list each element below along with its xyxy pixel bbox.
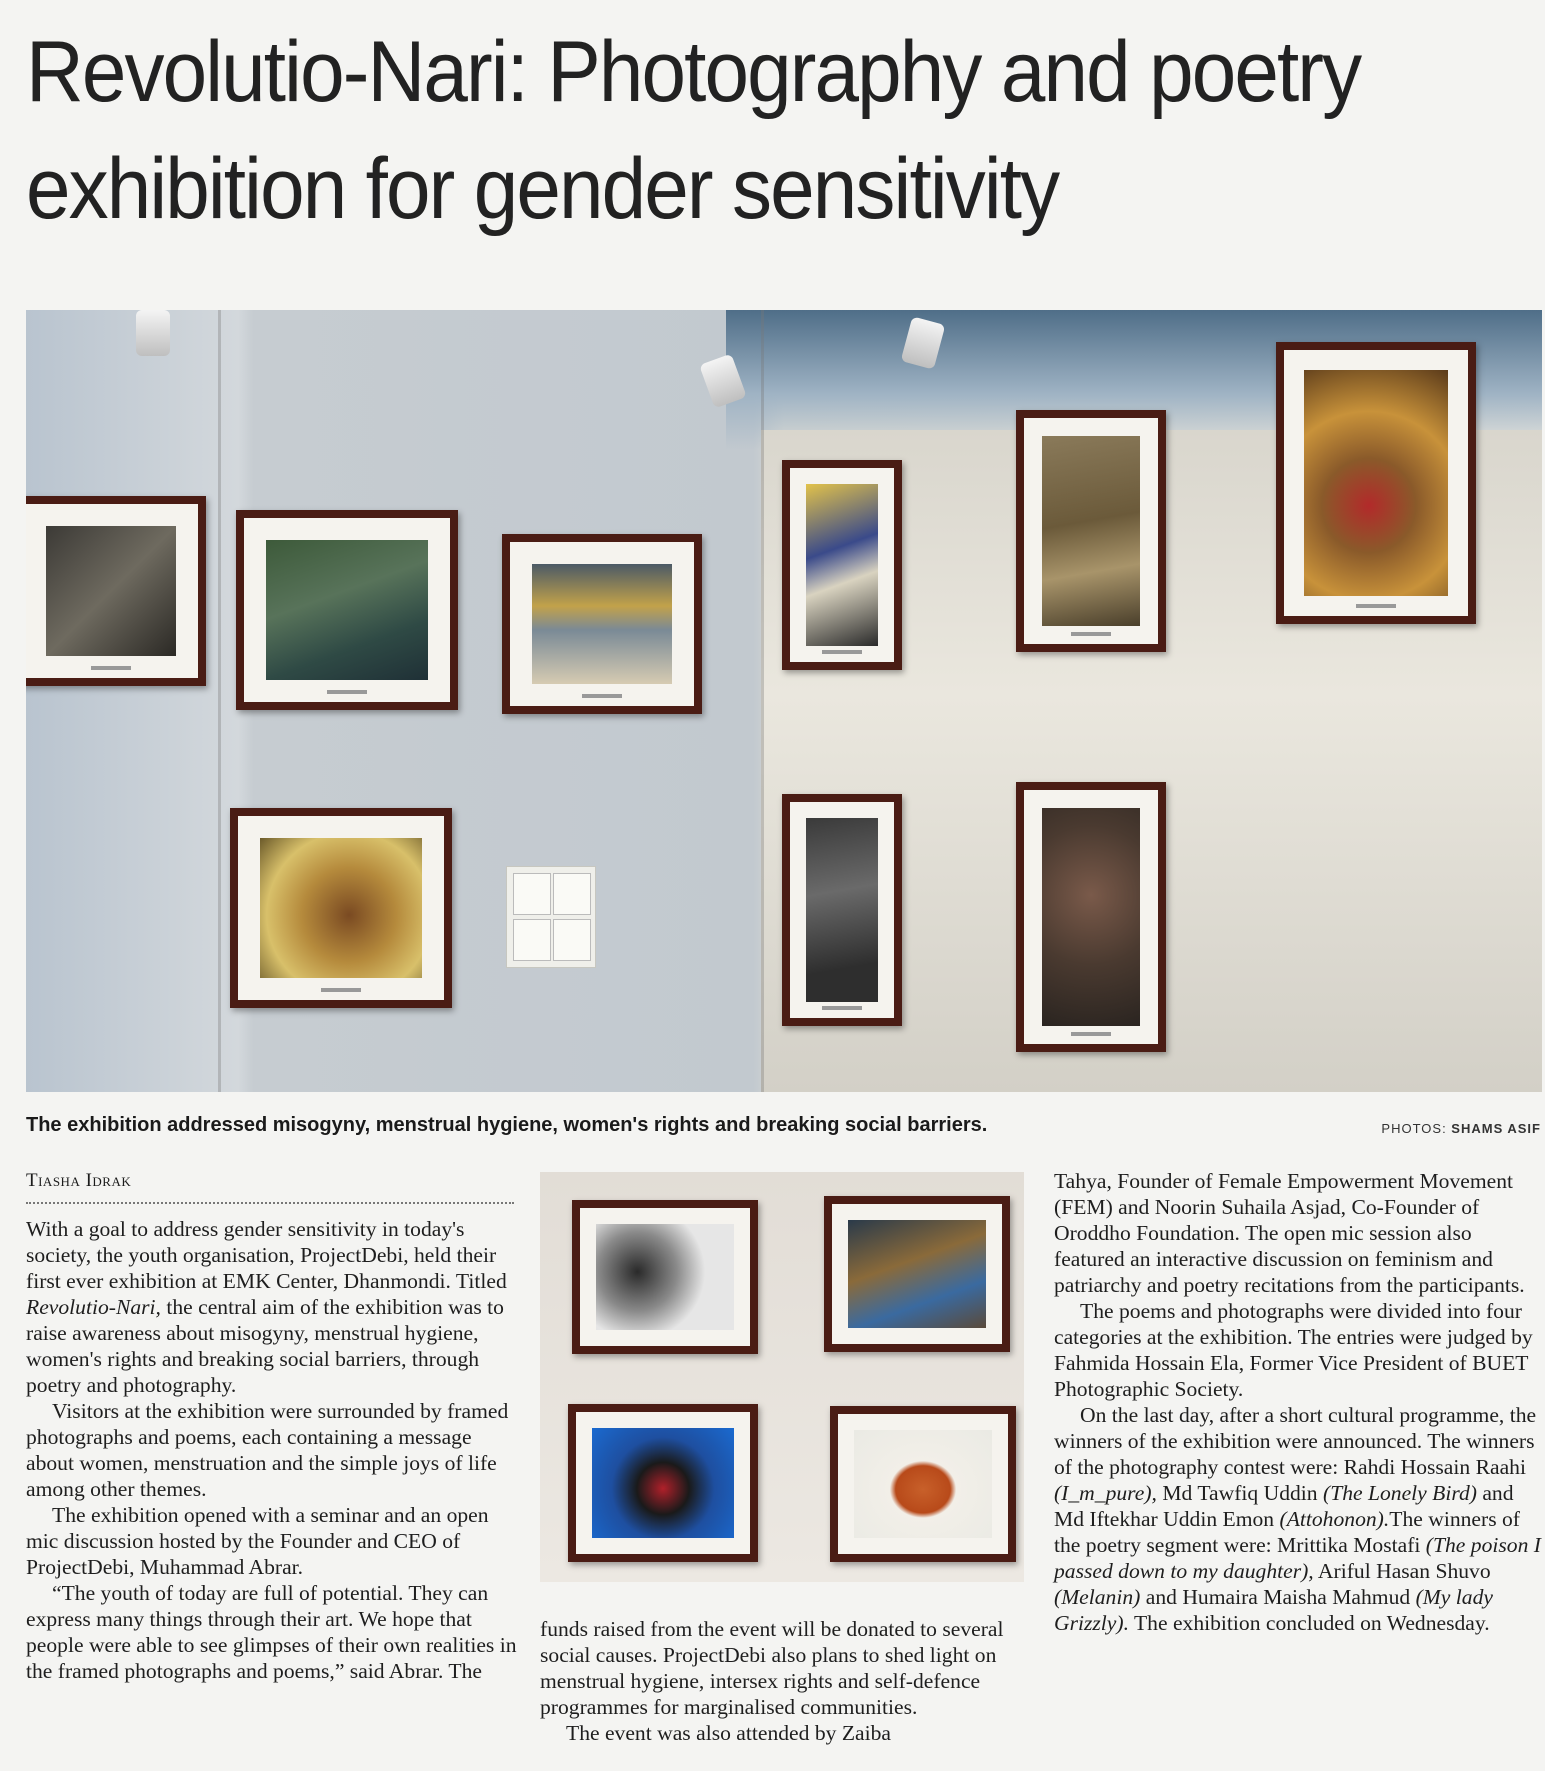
paragraph: funds raised from the event will be donated to several social causes. ProjectDebi also plans to shed light on menstrual hygiene, intersex rights and self-defence programmes for marginalised communities. [540, 1617, 1004, 1719]
framed-photo [782, 460, 902, 670]
text-run: Ariful Hasan Shuvo [1313, 1559, 1491, 1583]
inset-exhibition-photo [540, 1172, 1024, 1582]
byline: Tiasha Idrak [26, 1170, 514, 1204]
exhibition-title: Revolutio-Nari, [26, 1295, 161, 1319]
work-title: (I_m_pure), [1054, 1481, 1157, 1505]
paragraph: The poems and photographs were divided into four categories at the exhibition. The entries were judged by Fahmida Hossain Ela, Former Vice President of BUET Photographic Society. [1054, 1299, 1533, 1401]
headline-line-2: exhibition for gender sensitivity [26, 141, 1059, 237]
text-run: the central aim of the exhibition was to raise awareness about misogyny, menstrual hygiene, women's rights and breaking social barriers, through poetry and photography. [26, 1295, 504, 1397]
framed-photo [236, 510, 458, 710]
text-run: and Md Iftekhar Uddin Emon [1054, 1481, 1514, 1531]
framed-photo [572, 1200, 758, 1354]
framed-photo [1016, 782, 1166, 1052]
framed-photo [1016, 410, 1166, 652]
article-column-2 [540, 1616, 1020, 1746]
paragraph: Tahya, Founder of Female Empowerment Movement (FEM) and Noorin Suhaila Asjad, Co-Founder of Oroddho Foundation. The open mic session also featured an interactive discussion on feminism and patriarchy and poetry recitations from the participants. [1054, 1169, 1525, 1297]
paragraph [1054, 1402, 1544, 1636]
framed-photo [830, 1406, 1016, 1562]
credit-name: SHAMS ASIF [1451, 1121, 1541, 1136]
work-title: (The poison I passed down to my daughter), [1054, 1533, 1541, 1583]
paragraph: “The youth of today are full of potential. They can express many things through their art. We hope that people were able to see glimpses of their own realities in the framed photographs and poems,” said Abrar. The [26, 1581, 517, 1683]
credit-prefix: PHOTOS: [1381, 1121, 1452, 1136]
framed-photo [824, 1196, 1010, 1352]
text-run: On the last day, after a short cultural programme, the winners of the exhibition were announced. The winners of the photography contest were: Rahdi Hossain Raahi [1054, 1403, 1537, 1479]
photo-credit [1381, 1121, 1541, 1136]
work-title: (The Lonely Bird) [1323, 1481, 1477, 1505]
text-run: With a goal to address gender sensitivity in today's society, the youth organisation, ProjectDebi, held their first ever exhibition at EMK Center, Dhanmondi. Titled [26, 1217, 507, 1293]
text-run: The exhibition concluded on Wednesday. [1128, 1611, 1490, 1635]
main-exhibition-photo [26, 310, 1542, 1092]
framed-photo [26, 496, 206, 686]
framed-photo [782, 794, 902, 1026]
framed-photo [502, 534, 702, 714]
wall-socket-panel [506, 866, 596, 968]
framed-photo [568, 1404, 758, 1562]
article-column-3 [1054, 1168, 1544, 1636]
wall-seam [218, 310, 221, 1092]
text-run: The winners of the poetry segment were: Mrittika Mostafi [1054, 1507, 1520, 1557]
text-run: and Humaira Maisha Mahmud [1140, 1585, 1416, 1609]
text-run: Md Tawfiq Uddin [1156, 1481, 1323, 1505]
framed-photo [230, 808, 452, 1008]
photo-caption: The exhibition addressed misogyny, menstrual hygiene, women's rights and breaking social barriers. [26, 1114, 988, 1136]
wall-seam [761, 310, 764, 1092]
work-title: (My lady Grizzly). [1054, 1585, 1493, 1635]
paragraph: Visitors at the exhibition were surrounded by framed photographs and poems, each containing a message about women, menstruation and the simple joys of life among other themes. [26, 1399, 509, 1501]
headline-line-1: Revolutio-Nari: Photography and poetry [26, 24, 1361, 120]
spotlight-lamp [136, 310, 170, 356]
framed-photo [1276, 342, 1476, 624]
work-title: (Melanin) [1054, 1585, 1141, 1609]
paragraph: The event was also attended by Zaiba [566, 1721, 891, 1745]
paragraph [26, 1216, 520, 1398]
headline [26, 14, 1421, 248]
work-title: (Attohonon). [1279, 1507, 1390, 1531]
paragraph: The exhibition opened with a seminar and an open mic discussion hosted by the Founder and CEO of ProjectDebi, Muhammad Abrar. [26, 1503, 489, 1579]
article-column-1 [26, 1216, 520, 1684]
